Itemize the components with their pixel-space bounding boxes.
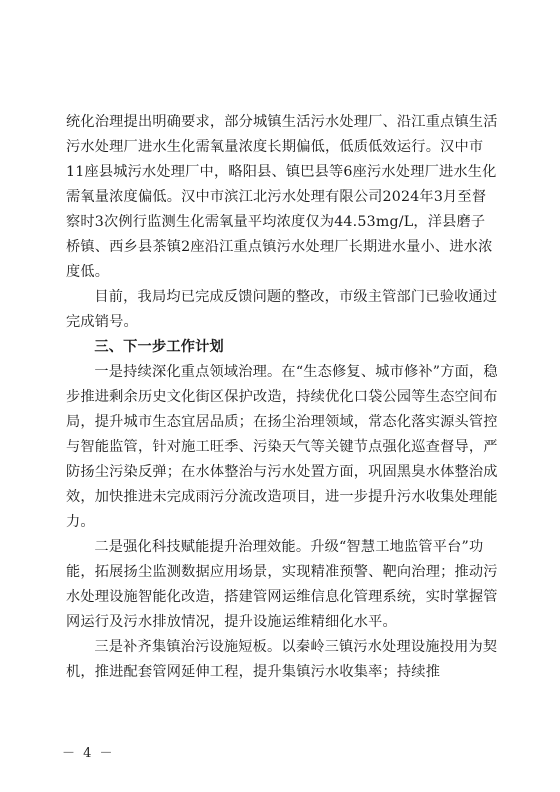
paragraph-plan-three: 三是补齐集镇治污设施短板。以秦岭三镇污水处理设施投用为契机，推进配套管网延伸工程，提升集镇污水收集率；持续推: [66, 639, 498, 680]
section-heading-next-plan: 三、下一步工作计划: [94, 339, 224, 355]
paragraph-plan-two: 二是强化科技赋能提升治理效能。升级“智慧工地监管平台”功能，拓展扬尘监测数据应用场景，实现精准预警、靶向治理；推动污水处理设施智能化改造，搭建管网运维信息化管理系统，实时掌握管网运行及污水排放情况，提升设施运维精细化水平。: [66, 539, 498, 630]
paragraph-continuation: 统化治理提出明确要求，部分城镇生活污水处理厂、沿江重点镇生活污水处理厂进水生化需氧量浓度长期偏低，低质低效运行。汉中市11座县城污水处理厂中，略阳县、镇巴县等6座污水处理厂进水生化需氧量浓度偏低。汉中市滨江北污水处理有限公司2024年3月至督察时3次例行监测生化需氧量平均浓度仅为44.53mg/L，洋县磨子桥镇、西乡县茶镇2座沿江重点镇污水处理厂长期进水量小、进水浓度低。: [66, 114, 498, 280]
paragraph-plan-one: 一是持续深化重点领域治理。在“生态修复、城市修补”方面，稳步推进剩余历史文化街区保护改造，持续优化口袋公园等生态空间布局，提升城市生态宜居品质；在扬尘治理领域，常态化落实源头管控与智能监管，针对施工旺季、污染天气等关键节点强化巡查督导，严防扬尘污染反弹；在水体整治与污水处置方面，巩固黑臭水体整治成效，加快推进未完成雨污分流改造项目，进一步提升污水收集处理能力。: [66, 364, 498, 530]
paragraph-rectification-status: 目前，我局均已完成反馈问题的整改，市级主管部门已验收通过完成销号。: [66, 289, 498, 330]
page-number: － 4 －: [62, 746, 115, 761]
document-body: [66, 110, 498, 685]
